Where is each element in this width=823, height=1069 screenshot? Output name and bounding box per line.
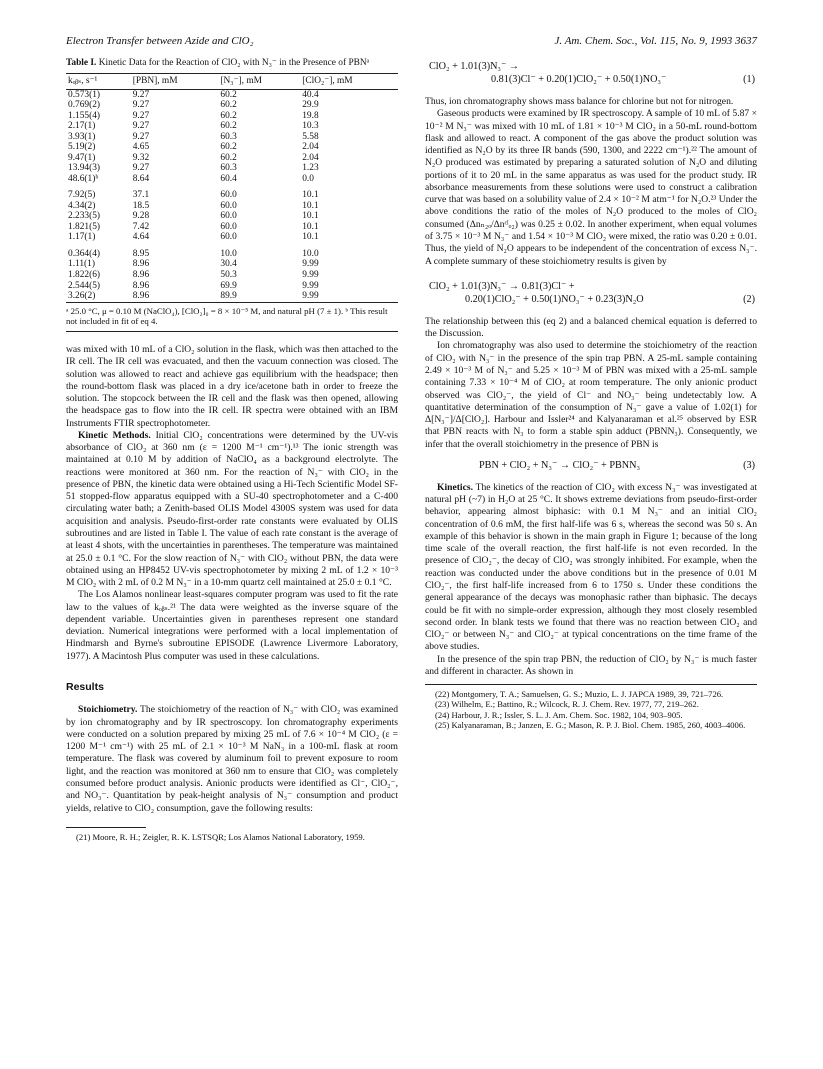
cell-pbn: 4.64 [132, 232, 150, 243]
table-row [66, 111, 398, 122]
cell-chlorite: 10.1 [302, 232, 319, 243]
footnote: (25) Kalyanaraman, B.; Janzen, E. G.; Mason, R. P. J. Biol. Chem. 1985, 260, 4003–4006. [435, 720, 746, 731]
table-row [66, 184, 398, 201]
cell-azide: 60.2 [220, 89, 237, 100]
cell-chlorite: 2.04 [302, 142, 319, 153]
body-paragraph [66, 704, 398, 814]
run-in-heading: Stoichiometry. [78, 704, 138, 716]
cell-azide: 60.4 [220, 173, 237, 184]
table-row [66, 163, 398, 174]
cell-azide: 60.2 [220, 152, 237, 163]
footnote: (22) Montgomery, T. A.; Samuelsen, G. S.; Muzio, L. J. JAPCA 1989, 39, 721–726. [435, 689, 724, 700]
footnote: (23) Wilhelm, E.; Battino, R.; Wilcock, R. J. Chem. Rev. 1977, 77, 219–262. [435, 699, 699, 710]
left-column [66, 58, 398, 842]
table-row [66, 243, 398, 260]
cell-kobs: 0.364(4) [68, 248, 101, 259]
table-row [66, 100, 398, 111]
equation-1 [425, 60, 757, 86]
body-paragraph: was mixed with 10 mL of a ClO₂ solution in the flask, which was then attached to the IR cell. The IR cell was evacuated, and then the vacuum connection was closed. The solution was allowed to react and achieve gas equilibrium with the headspace; then the round-bottom flask was placed in a dry ice/acetone bath in order to freeze the solution. The stopcock between the IR cell and the flask was then opened, allowing the headspace gas to flow into the IR cell. IR spectra were obtained with an IBM Instruments FTIR spectrophotometer. [66, 344, 398, 429]
cell-pbn: 8.96 [132, 280, 150, 291]
cell-chlorite: 29.9 [302, 100, 319, 111]
cell-azide: 60.0 [220, 221, 237, 232]
cell-chlorite: 9.99 [302, 280, 319, 291]
cell-kobs: 1.822(6) [68, 270, 101, 280]
cell-azide: 60.0 [220, 232, 237, 243]
cell-azide: 10.0 [220, 248, 237, 259]
cell-chlorite: 1.23 [302, 163, 319, 174]
cell-azide: 60.2 [220, 142, 237, 153]
table-row [66, 89, 398, 100]
col-header-pbn: [PBN], mM [131, 74, 219, 89]
table-row [66, 222, 398, 233]
equation-line: 0.20(1)ClO₂⁻ + 0.50(1)NO₃⁻ + 0.23(3)N₂O [465, 293, 644, 305]
col-header-kobs: kₒᵦₛ, s⁻¹ [66, 74, 131, 89]
cell-azide: 50.3 [220, 270, 237, 280]
cell-chlorite: 0.0 [302, 173, 314, 184]
cell-pbn: 9.28 [132, 211, 150, 222]
cell-azide: 60.2 [220, 100, 237, 111]
equation-number: (2) [743, 293, 755, 305]
cell-kobs: 2.17(1) [68, 121, 96, 132]
cell-azide: 60.0 [220, 190, 237, 201]
cell-kobs: 5.19(2) [68, 142, 96, 153]
cell-azide: 69.9 [220, 280, 237, 291]
cell-kobs: 3.93(1) [68, 131, 96, 142]
cell-kobs: 0.769(2) [68, 100, 101, 111]
cell-kobs: 1.155(4) [68, 110, 101, 121]
cell-kobs: 1.11(1) [68, 259, 95, 270]
paragraph-text: Initial ClO₂ concentrations were determined by the UV-vis absorbance of ClO₂ at 360 nm (ε = 1200 M⁻¹ cm⁻¹).¹³ The ionic strength was maintained at 0.10 M by addition of NaClO₄ as a background electrolyte. The reactions were monitored at 360 nm. For the reaction of N₃⁻ with ClO₂ in the presence of PBN, the kinetic data were obtained using a Hi-Tech Scientific Model SF-51 stopped-flow apparatus equipped with a SU-40 spectrophotometer and a C-400 circulating water bath; a Zenith-based OLIS Model 4300S system was used for data acquisition and analysis. Pseudo-first-order rate constants were evaluated by OLIS subroutines and are listed in Table I. The value of each rate constant is the average of at least 4 shots, with the uncertainties in parentheses. The temperature was maintained at 25.0 ± 0.1 °C. For the slow reaction of N₃⁻ with ClO₂ without PBN, the data were obtained using an HP8452 UV-vis spectrophotometer by mixing 2 mL of 1.2 × 10⁻³ M ClO₂ with 2 mL of 0.2 M N₃⁻ in a 10-mm quartz cell maintained at 25.0 ± 0.1 °C. [66, 429, 399, 589]
cell-chlorite: 10.3 [302, 121, 319, 132]
col-header-chlorite: [ClO₂⁻], mM [300, 74, 398, 89]
cell-pbn: 9.32 [132, 152, 150, 163]
cell-pbn: 8.96 [132, 259, 150, 270]
cell-kobs: 9.47(1) [68, 152, 96, 163]
cell-chlorite: 9.99 [302, 270, 319, 280]
cell-chlorite: 5.58 [302, 131, 319, 142]
table-row [66, 121, 398, 132]
equation-number: (3) [743, 459, 755, 471]
cell-pbn: 9.27 [132, 110, 150, 121]
table-caption-text: Kinetic Data for the Reaction of ClO₂ with N₃⁻ in the Presence of PBNᵃ [98, 58, 370, 68]
cell-pbn: 9.27 [132, 163, 150, 174]
col-header-azide: [N₃⁻], mM [218, 74, 300, 89]
cell-kobs: 13.94(3) [68, 163, 101, 174]
cell-pbn: 8.96 [132, 270, 150, 280]
cell-kobs: 48.6(1)ᵇ [68, 173, 99, 184]
footnote: (21) Moore, R. H.; Zeigler, R. K. LSTSQR; Los Alamos National Laboratory, 1959. [76, 831, 365, 842]
section-heading: Results [66, 680, 104, 693]
cell-pbn: 9.27 [132, 131, 150, 142]
body-paragraph: The relationship between this (eq 2) and a balanced chemical equation is deferred to the Discussion. [425, 315, 757, 340]
table-footnote: ᵃ 25.0 °C, μ = 0.10 M (NaClO₄), [ClO₂]₀ = 8 × 10⁻⁵ M, and natural pH (7 ± 1). ᵇ This result not included in fit of eq 4. [66, 306, 398, 332]
cell-pbn: 9.27 [132, 89, 150, 100]
cell-azide: 60.0 [220, 200, 237, 211]
table-row [66, 232, 398, 243]
cell-chlorite: 40.4 [302, 89, 319, 100]
cell-azide: 89.9 [220, 291, 237, 302]
cell-kobs: 7.92(5) [68, 190, 96, 201]
cell-kobs: 2.233(5) [68, 211, 101, 222]
body-paragraph: Thus, ion chromatography shows mass balance for chlorine but not for nitrogen. [425, 96, 734, 108]
table-caption [66, 58, 398, 69]
cell-azide: 60.2 [220, 121, 237, 132]
cell-chlorite: 10.1 [302, 221, 319, 232]
cell-pbn: 8.95 [132, 248, 150, 259]
cell-chlorite: 9.99 [302, 291, 319, 302]
cell-kobs: 3.26(2) [68, 291, 96, 302]
paragraph-text: The kinetics of the reaction of ClO₂ with excess N₃⁻ was investigated at natural pH (~7) in H₂O at 25 °C. It shows extreme deviations from pseudo-first-order behavior, appearing almost biphasic: with 0.1 M N₃⁻ and an initial ClO₂ concentration of 0.6 mM, the first half-life was 6 s, whereas the second was 50 s. An example of this behavior is shown in the main graph in Figure 1; because of the long time scale of the overall reaction, the first half-life is not even recorded. In the presence of ClO₂⁻, the decay of ClO₂ was strongly inhibited. For example, when the reaction was conducted under the above conditions but in the presence of 0.01 M ClO₂⁻, the first half-life increased from 6 to 1750 s. Under these conditions the general appearance of the decays was monophasic rather than biphasic. The decays could be fit with no simple-order expression, although they most closely resembled second order. In blank tests we found that there was no reaction between ClO₂ and ClO₂⁻ or between N₃⁻ and ClO₂⁻ at typical concentrations on the time frame of the above studies. [425, 481, 757, 653]
cell-pbn: 18.5 [132, 200, 150, 211]
cell-chlorite: 19.8 [302, 110, 319, 121]
table-row [66, 211, 398, 222]
table-row [66, 153, 398, 164]
run-in-heading: Kinetic Methods. [78, 429, 151, 441]
cell-azide: 60.0 [220, 211, 237, 222]
body-paragraph [425, 482, 757, 654]
table-row [66, 259, 398, 270]
equation-line: 0.81(3)Cl⁻ + 0.20(1)ClO₂⁻ + 0.50(1)NO₃⁻ [491, 74, 667, 86]
body-paragraph [66, 430, 398, 589]
body-paragraph: The Los Alamos nonlinear least-squares computer program was used to fit the rate law to the values of kₒᵦₛ.²¹ The data were weighted as the inverse square of the dependent variable. Uncertainties given in parentheses represent one standard deviation. Numerical integrations were performed with a local implementation of Hindmarsh and Byrne's subroutine EPISODE (Lawrence Livermore Laboratory, 1977). A Macintosh Plus computer was used in these calculations. [66, 589, 398, 662]
table-row [66, 291, 398, 302]
cell-azide: 60.3 [220, 163, 237, 174]
cell-chlorite: 10.1 [302, 190, 319, 201]
equation-2 [425, 280, 757, 306]
cell-pbn: 37.1 [132, 190, 150, 201]
cell-azide: 30.4 [220, 259, 237, 270]
table-row [66, 132, 398, 143]
cell-chlorite: 10.1 [302, 200, 319, 211]
cell-pbn: 9.27 [132, 121, 150, 132]
equation-line: ClO₂ + 1.01(3)N₃⁻ → 0.81(3)Cl⁻ + [429, 280, 575, 292]
cell-chlorite: 2.04 [302, 152, 319, 163]
cell-pbn: 8.96 [132, 291, 150, 302]
cell-kobs: 0.573(1) [68, 89, 101, 100]
cell-kobs: 1.17(1) [68, 232, 96, 243]
footnote-rule [66, 827, 146, 828]
running-head-title: Electron Transfer between Azide and ClO₂ [66, 35, 254, 47]
right-column [425, 58, 757, 730]
table-body [66, 89, 398, 302]
footnote-rule [425, 684, 757, 685]
equation-3 [425, 459, 757, 472]
body-paragraph: Gaseous products were examined by IR spectroscopy. A sample of 10 mL of 5.87 × 10⁻² M N₃⁻ was mixed with 10 mL of 1.81 × 10⁻³ M ClO₂ in a 50-mL round-bottom flask and allowed to react. A component of the gas above the product solution was identified as N₂O by its three IR bands (590, 1300, and 2222 cm⁻¹).²² The amount of N₂O produced was estimated by preparing a saturated solution of N₂O and diluting portions of it to 20 mL in the same apparatus as was used for the product study. IR absorbance measurements from these solutions were used to construct a calibration curve that was based on a solubility value of 2.4 × 10⁻² M atm⁻¹ for N₂O.²³ Under the above conditions the ratio of the moles of N₂O produced to the moles of ClO₂ consumed (Δnₙ₂ₒ/Δnᶜˡₒ₂) was 0.25 ± 0.02. In another experiment, when equal volumes of 3.75 × 10⁻³ M N₃⁻ and 1.54 × 10⁻³ M ClO₂ were mixed, the ratio was 0.20 ± 0.01. Thus, the yield of N₂O appears to be independent of the concentration of excess N₃⁻. A complete summary of these stoichiometry results is given by [425, 108, 757, 267]
table-row [66, 281, 398, 292]
table-row [66, 201, 398, 212]
body-paragraph: Ion chromatography was also used to determine the stoichiometry of the reaction of ClO₂ with N₃⁻ in the presence of the spin trap PBN. A 25-mL sample containing 2.49 × 10⁻³ M of N₃⁻ and 5.25 × 10⁻³ M of PBN was mixed with a 25-mL sample containing 7.33 × 10⁻⁴ M of ClO₂ at room temperature. The only anionic product observed was ClO₂⁻, the yield of Cl⁻ and NO₃⁻ being undetectably low. A quantitative determination of the consumption of N₃⁻ gave a value of 1.02(1) for Δ[N₃⁻]/Δ[ClO₂]. Harbour and Issler²⁴ and Kalyanaraman et al.²⁵ observed by ESR that PBN reacts with N₃ to form a stable spin adduct (PBNN₃). Consequently, we infer that the overall stoichiometry in the presence of PBN is [425, 340, 757, 450]
run-in-heading: Kinetics. [437, 481, 473, 493]
kinetic-data-table [66, 73, 398, 302]
cell-pbn: 4.65 [132, 142, 150, 153]
body-paragraph: In the presence of the spin trap PBN, the reduction of ClO₂ by N₃⁻ is much faster and different in character. As shown in [425, 653, 757, 677]
table-row [66, 174, 398, 185]
footnote: (24) Harbour, J. R.; Issler, S. L. J. Am. Chem. Soc. 1982, 104, 903–905. [435, 709, 683, 720]
running-head-journal: J. Am. Chem. Soc., Vol. 115, No. 9, 1993 3637 [554, 35, 757, 47]
cell-pbn: 8.64 [132, 173, 150, 184]
cell-chlorite: 10.1 [302, 211, 319, 222]
table-caption-label: Table I. [66, 58, 97, 68]
cell-azide: 60.2 [220, 110, 237, 121]
cell-kobs: 1.821(5) [68, 221, 101, 232]
cell-kobs: 2.544(5) [68, 280, 101, 291]
cell-chlorite: 9.99 [302, 259, 319, 270]
cell-azide: 60.3 [220, 131, 237, 142]
table-row [66, 270, 398, 281]
paragraph-text: The stoichiometry of the reaction of N₃⁻ with ClO₂ was examined by ion chromatography and by IR spectroscopy. Ion chromatography experiments were conducted on a solution prepared by mixing 25 mL of 7.6 × 10⁻⁴ M ClO₂ (ε = 1200 M⁻¹ cm⁻¹) with 25 mL of 2.1 × 10⁻³ M NaN₃ in a 100-mL flask at room temperature. The flask was covered by aluminum foil to prevent exposure to room light, and the reaction was monitored at 360 nm to ensure that ClO₂ was completely consumed before product analysis. Anionic products were identified as Cl⁻, ClO₂⁻, and NO₃⁻. Quantitation by peak-height analysis of N₃⁻ consumption and product yields, relative to ClO₂ consumption, gave the following results: [66, 704, 398, 814]
equation-number: (1) [743, 74, 755, 86]
cell-pbn: 9.27 [132, 100, 150, 111]
cell-chlorite: 10.0 [302, 248, 319, 259]
cell-kobs: 4.34(2) [68, 200, 96, 211]
table-header-row [66, 74, 398, 89]
equation-line: ClO₂ + 1.01(3)N₃⁻ → [429, 61, 520, 72]
table-row [66, 142, 398, 153]
equation-line: PBN + ClO₂ + N₃⁻ → ClO₂⁻ + PBNN₃ [479, 459, 641, 471]
cell-pbn: 7.42 [132, 221, 150, 232]
